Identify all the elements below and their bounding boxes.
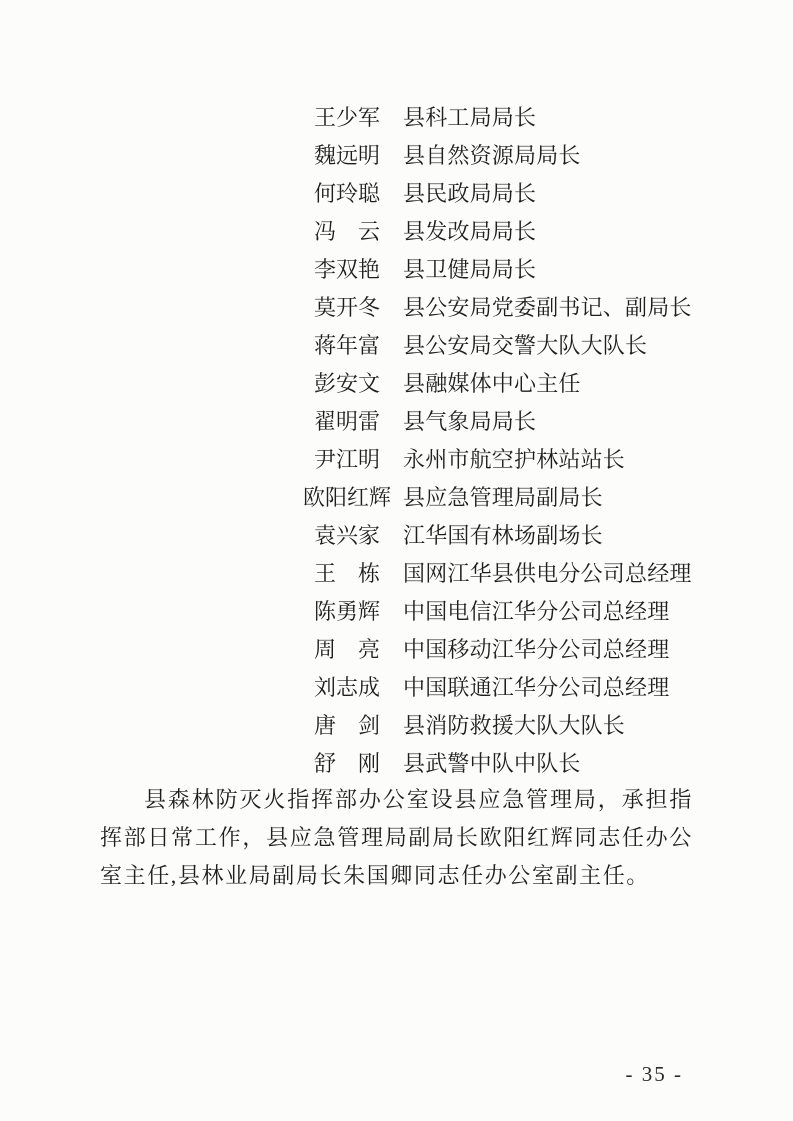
roster-row	[0, 211, 793, 249]
roster-row	[0, 249, 793, 287]
roster-row	[0, 439, 793, 477]
member-name: 唐 剑	[313, 712, 380, 738]
roster-row	[0, 743, 793, 781]
member-name: 王少军	[313, 104, 380, 130]
roster-row	[0, 97, 793, 135]
member-name: 袁兴家	[313, 522, 380, 548]
roster-row	[0, 135, 793, 173]
member-title: 县气象局局长	[403, 408, 537, 434]
member-name: 何玲聪	[313, 180, 380, 206]
member-title: 中国联通江华分公司总经理	[403, 674, 670, 700]
roster-row	[0, 667, 793, 705]
member-title: 县卫健局局长	[403, 256, 537, 282]
member-name: 欧阳红辉	[302, 484, 391, 510]
member-title: 江华国有林场副场长	[403, 522, 603, 548]
member-title: 中国电信江华分公司总经理	[403, 598, 670, 624]
member-name: 翟明雷	[313, 408, 380, 434]
member-title: 县武警中队中队长	[403, 750, 581, 776]
member-name: 王 栋	[313, 560, 380, 586]
member-name: 舒 刚	[313, 750, 380, 776]
member-name: 莫开冬	[313, 294, 380, 320]
roster-row	[0, 629, 793, 667]
member-name: 蒋年富	[313, 332, 380, 358]
member-title: 中国移动江华分公司总经理	[403, 636, 670, 662]
roster-row	[0, 591, 793, 629]
member-title: 县消防救援大队大队长	[403, 712, 626, 738]
roster-row	[0, 287, 793, 325]
closing-paragraph: 县森林防灭火指挥部办公室设县应急管理局，承担指挥部日常工作，县应急管理局副局长欧阳红辉同志任办公室主任,县林业局副局长朱国卿同志任办公室副主任。	[100, 787, 693, 888]
member-title: 县公安局交警大队大队长	[403, 332, 648, 358]
member-title: 县公安局党委副书记、副局长	[403, 294, 692, 320]
member-name: 周 亮	[313, 636, 380, 662]
member-name: 冯 云	[313, 218, 380, 244]
roster-row	[0, 363, 793, 401]
member-name: 陈勇辉	[313, 598, 380, 624]
member-title: 县发改局局长	[403, 218, 537, 244]
member-title: 永州市航空护林站站长	[403, 446, 626, 472]
member-name: 李双艳	[313, 256, 380, 282]
roster-row	[0, 401, 793, 439]
roster-row	[0, 173, 793, 211]
member-title: 县自然资源局局长	[403, 142, 581, 168]
roster-row	[0, 705, 793, 743]
roster-row	[0, 477, 793, 515]
page-number: - 35 -	[625, 1062, 683, 1086]
member-name: 尹江明	[313, 446, 380, 472]
member-title: 县融媒体中心主任	[403, 370, 581, 396]
member-title: 县民政局局长	[403, 180, 537, 206]
roster-row	[0, 515, 793, 553]
member-name: 魏远明	[313, 142, 380, 168]
member-name: 彭安文	[313, 370, 380, 396]
roster-row	[0, 553, 793, 591]
member-name: 刘志成	[313, 674, 380, 700]
member-title: 县科工局局长	[403, 104, 537, 130]
roster-row	[0, 325, 793, 363]
member-title: 国网江华县供电分公司总经理	[403, 560, 692, 586]
member-title: 县应急管理局副局长	[403, 484, 603, 510]
